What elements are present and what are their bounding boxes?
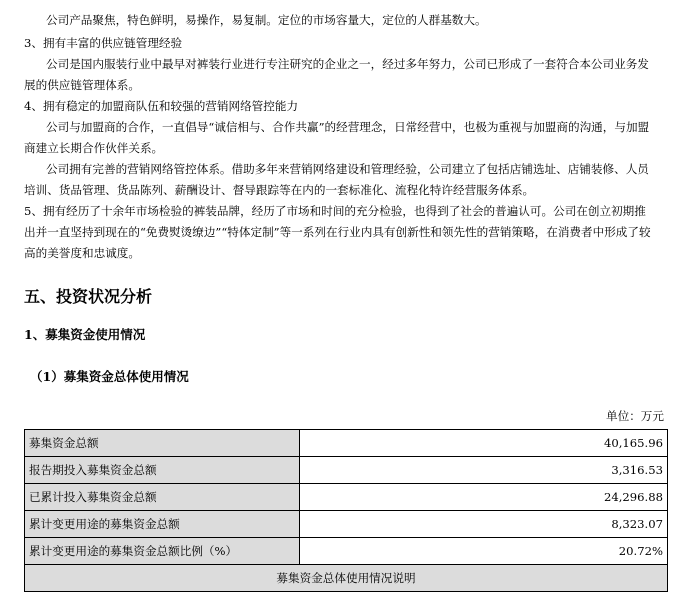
row-label: 累计变更用途的募集资金总额比例（%）	[25, 538, 300, 565]
row-value: 20.72%	[300, 538, 668, 565]
table-footer-row	[25, 565, 668, 592]
subsubsection-heading: （1）募集资金总体使用情况	[30, 369, 189, 384]
paragraph-line: 培训、货品管理、货品陈列、薪酬设计、督导跟踪等在内的一套标准化、流程化特许经营服务体系。	[24, 183, 535, 197]
table-row	[25, 457, 668, 484]
paragraph-line: 高的美誉度和忠诚度。	[24, 246, 140, 260]
row-value: 24,296.88	[300, 484, 668, 511]
footer-cell: 募集资金总体使用情况说明	[25, 565, 668, 592]
unit-label: 单位：万元	[606, 409, 664, 423]
fund-usage-table	[24, 429, 668, 592]
table-row	[25, 511, 668, 538]
row-value: 8,323.07	[300, 511, 668, 538]
paragraph-line: 公司与加盟商的合作，一直倡导“诚信相与、合作共赢”的经营理念，日常经营中，也极为重视与加盟商的沟通，与加盟	[46, 120, 650, 134]
table-row	[25, 430, 668, 457]
table-row	[25, 484, 668, 511]
paragraph-line: 公司拥有完善的营销网络管控体系。借助多年来营销网络建设和管理经验，公司建立了包括店铺选址、店铺装修、人员	[46, 162, 649, 176]
paragraph-line: 5、拥有经历了十余年市场检验的裤装品牌，经历了市场和时间的充分检验，也得到了社会的普遍认可。公司在创立初期推	[24, 204, 646, 218]
list-heading: 4、拥有稳定的加盟商队伍和较强的营销网络管控能力	[24, 99, 299, 113]
row-label: 报告期投入募集资金总额	[25, 457, 300, 484]
table-row	[25, 538, 668, 565]
paragraph-line: 公司产品聚焦，特色鲜明，易操作，易复制。定位的市场容量大，定位的人群基数大。	[46, 13, 487, 27]
paragraph-line: 公司是国内服装行业中最早对裤装行业进行专注研究的企业之一，经过多年努力，公司已形成了一套符合本公司业务发	[46, 57, 649, 71]
row-label: 已累计投入募集资金总额	[25, 484, 300, 511]
row-value: 3,316.53	[300, 457, 668, 484]
row-label: 累计变更用途的募集资金总额	[25, 511, 300, 538]
paragraph-line: 商建立长期合作伙伴关系。	[24, 141, 164, 155]
paragraph-line: 出并一直坚持到现在的“免费熨烫缭边”“特体定制”等一系列在行业内具有创新性和领先性的营销策略，在消费者中形成了较	[24, 225, 651, 239]
list-heading: 3、拥有丰富的供应链管理经验	[24, 36, 183, 50]
row-label: 募集资金总额	[25, 430, 300, 457]
section-heading: 五、投资状况分析	[24, 287, 153, 306]
subsection-heading: 1、募集资金使用情况	[24, 327, 146, 342]
row-value: 40,165.96	[300, 430, 668, 457]
paragraph-line: 展的供应链管理体系。	[24, 78, 140, 92]
